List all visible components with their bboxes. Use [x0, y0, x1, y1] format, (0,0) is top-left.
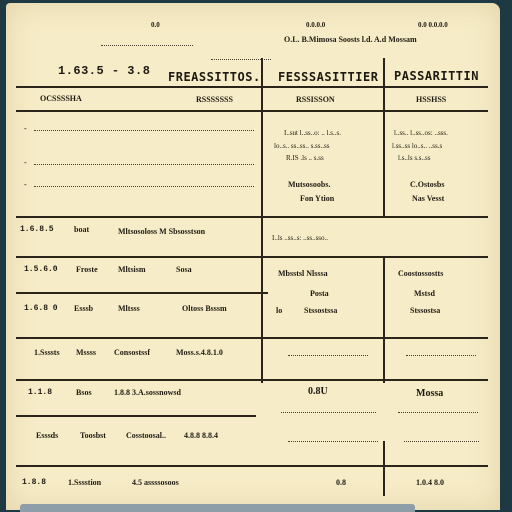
blank-line — [34, 130, 254, 131]
rule — [16, 86, 488, 88]
row-2-col2-c: Stssostssa — [304, 306, 338, 315]
column-divider — [383, 441, 385, 496]
ledger-sheet — [6, 3, 500, 510]
dash-mark: - — [24, 180, 27, 189]
row-2-col2-b: Posta — [310, 289, 329, 298]
col2-note-2: lo..s.. ss..ss.. s.ss..ss — [274, 142, 330, 150]
row-2-col3-a: Coostossostts — [398, 269, 444, 278]
row-2-col2-a: Mbsstsl Nlsssa — [278, 269, 328, 278]
rule — [16, 337, 488, 339]
row-1-number: 1.6.8.5 — [20, 225, 54, 234]
header-code-left: 0.0 — [151, 21, 160, 29]
row-3-a: Esssb — [74, 304, 94, 313]
blank-line — [288, 441, 378, 442]
col3-note-2: l.ss..ss lo..s.. ..ss.s — [392, 142, 443, 150]
row-7-col3: 1.0.4 8.0 — [416, 478, 444, 487]
paper-edge-shadow — [20, 504, 415, 512]
row-5-col2: 0.8U — [308, 386, 328, 397]
row-6-number: Esssds — [36, 431, 59, 440]
col3-note-1: l..ss.. l..ss..os: ..sss. — [394, 129, 448, 137]
ident-code: 1.63.5 - 3.8 — [58, 64, 151, 78]
rule — [16, 256, 488, 258]
dash-mark: - — [24, 158, 27, 167]
rule — [16, 216, 488, 218]
col2-subheading: Fon Ytion — [300, 194, 335, 203]
column-divider — [261, 58, 263, 383]
row-1-a: boat — [74, 225, 90, 234]
column-divider — [383, 256, 385, 383]
subheader-left: OCSSSSHA — [40, 94, 82, 103]
row-3-b: Mltsss — [118, 304, 140, 313]
col3-title: PASSARITTIN — [394, 69, 479, 83]
col1-title: FREASSITTOS. — [168, 70, 261, 84]
rule — [16, 415, 256, 417]
col2-title: FESSSASITTIER — [278, 70, 379, 84]
rule — [16, 292, 268, 294]
row-2-a: Froste — [76, 265, 98, 274]
row-2-b: Mltsism — [118, 265, 146, 274]
row-6-b: Cosstoosal.. — [126, 431, 167, 440]
blank-line — [34, 164, 254, 165]
row-6-a: Toosbst — [80, 431, 106, 440]
blank-line — [34, 186, 254, 187]
col3-note-3: l.s..ls s.s..ss — [398, 154, 431, 162]
rule — [16, 379, 488, 381]
row-2-col3-c: Stssostsa — [410, 306, 441, 315]
row-1-col2: I..ls ..ss..s: ..ss..sso.. — [272, 234, 329, 242]
blank-line — [404, 441, 479, 442]
blank-line — [288, 355, 368, 356]
row-5-col3: Mossa — [416, 388, 444, 399]
row-2-col3-b: Mstsd — [414, 289, 435, 298]
col2-note-3: R.IS .ls .. s.ss — [286, 154, 324, 162]
header-title: O.L. B.Mimosa Soosts l.d. A.d Mossam — [284, 35, 417, 44]
row-1-b: Mltsosoloss M Sbsosstson — [118, 227, 206, 236]
col3-heading: C.Ostosbs — [410, 180, 445, 189]
row-7-b: 4.5 assssosoos — [132, 478, 179, 487]
row-4-c: Moss.s.4.8.1.0 — [176, 348, 223, 357]
row-2-number: 1.5.6.0 — [24, 265, 58, 274]
row-2-col2-prefix: lo — [276, 306, 283, 315]
header-code-center: 0.0.0.0 — [306, 21, 326, 29]
row-7-a: 1.Sssstion — [68, 478, 102, 487]
row-3-c: Oltoss Bsssm — [182, 304, 227, 313]
subheader-left-mid: RSSSSSSS — [196, 95, 233, 104]
column-divider — [383, 58, 385, 218]
row-4-b: Consostssf — [114, 348, 151, 357]
blank-line — [406, 355, 476, 356]
row-5-a: Bsos — [76, 388, 92, 397]
header-blank-line — [101, 45, 193, 46]
row-2-c: Sosa — [176, 265, 192, 274]
header-code-right: 0.0 0.0.0.0 — [418, 21, 448, 29]
subheader-col3: HSSHSS — [416, 95, 447, 104]
blank-line — [398, 412, 478, 413]
subheader-col2: RSSISSON — [296, 95, 335, 104]
dash-mark: - — [24, 124, 27, 133]
row-7-number: 1.8.8 — [22, 478, 47, 487]
rule — [16, 465, 488, 467]
blank-line — [281, 412, 376, 413]
row-4-a: Mssss — [76, 348, 97, 357]
rule — [16, 110, 488, 112]
col2-note-1: I..sut l..ss..o: .. l.s..s. — [284, 129, 341, 137]
row-7-col2: 0.8 — [336, 478, 346, 487]
row-4-number: 1.Ssssts — [34, 348, 60, 357]
row-6-c: 4.8.8 8.8.4 — [184, 431, 218, 440]
col2-heading: Mutsosoobs. — [288, 180, 331, 189]
row-5-b: 1.8.8 3.A.sossnowsd — [114, 388, 181, 397]
row-3-number: 1.6.8 0 — [24, 304, 58, 313]
row-5-number: 1.1.8 — [28, 388, 53, 397]
col3-subheading: Nas Vesst — [412, 194, 445, 203]
